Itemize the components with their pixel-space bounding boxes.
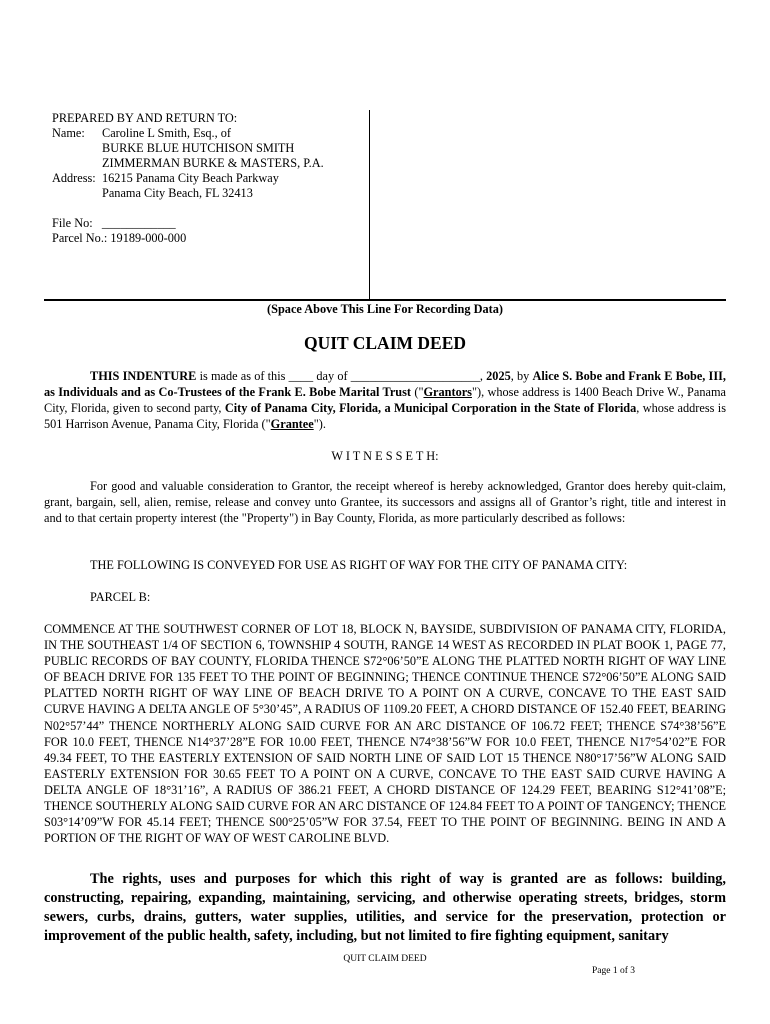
recording-line — [44, 299, 726, 301]
indenture-lead: THIS INDENTURE — [90, 369, 197, 383]
conveyed-statement: THE FOLLOWING IS CONVEYED FOR USE AS RIGHT OF WAY FOR THE CITY OF PANAMA CITY: — [90, 558, 628, 572]
address-line: Panama City Beach, FL 32413 — [102, 186, 253, 200]
footer-title: QUIT CLAIM DEED — [343, 954, 427, 964]
indenture-text: (" — [411, 385, 424, 400]
address-line: 16215 Panama City Beach Parkway — [102, 171, 279, 185]
prepared-heading: PREPARED BY AND RETURN TO: — [52, 111, 238, 125]
indenture-text: "), whose address is 1400 Beach Drive W., Panama City, Florida, given to second party, — [44, 385, 726, 416]
grantee-label: Grantee — [270, 417, 314, 432]
file-number: File No: ____________ — [52, 216, 176, 230]
recording-space-note: (Space Above This Line For Recording Data) — [267, 302, 503, 316]
indenture-year: 2025 — [486, 369, 511, 383]
indenture-text: , by — [510, 369, 533, 383]
name-label: Name: — [52, 126, 85, 140]
indenture-text: "). — [313, 417, 326, 432]
recording-area-divider — [369, 110, 370, 300]
address-label: Address: — [52, 171, 96, 185]
name-line: Caroline L Smith, Esq., of — [102, 126, 231, 140]
parcel-label: PARCEL B: — [90, 590, 151, 604]
page-number: Page 1 of 3 — [591, 966, 635, 976]
witnesseth-heading: W I T N E S S E T H: — [331, 449, 439, 463]
indenture-paragraph — [44, 368, 726, 432]
prepared-by-block — [52, 111, 324, 246]
name-line: BURKE BLUE HUTCHISON SMITH — [102, 141, 295, 155]
consideration-paragraph: For good and valuable consideration to Grantor, the receipt whereof is hereby acknowledged, Grantor does hereby quit-claim, grant, bargain, sell, alien, remise, release and convey unto Grantee, its successors and assigns all of Grantor’s right, title and interest in and to that certain property interest (the "Property") in Bay County, Florida, as more particularly described as follows: — [44, 479, 726, 526]
name-line: ZIMMERMAN BURKE & MASTERS, P.A. — [102, 156, 324, 170]
indenture-text: is made as of this ____ day of _____________________, — [196, 369, 487, 383]
document-title: QUIT CLAIM DEED — [303, 333, 467, 353]
indenture-text: , whose address is 501 Harrison Avenue, Panama City, Florida (" — [44, 401, 726, 432]
rights-paragraph: The rights, uses and purposes for which this right of way is granted are as follows: building, constructing, repairing, expanding, maintaining, servicing, and otherwise operating streets, bridges, storm sewers, curbs, drains, gutters, water supplies, utilities, and service for the preservation, protection or improvement of the public health, safety, including, but not limited to fire fighting equipment, sanitary — [44, 871, 726, 944]
grantors-label: Grantors — [423, 385, 472, 400]
grantors-names: Alice S. Bobe and Frank E Bobe, III, as Individuals and as Co-Trustees of the Frank E. Bobe Marital Trust — [44, 369, 726, 400]
parcel-number: Parcel No.: 19189-000-000 — [52, 231, 187, 245]
legal-description: COMMENCE AT THE SOUTHWEST CORNER OF LOT 18, BLOCK N, BAYSIDE, SUBDIVISION OF PANAMA CITY, FLORIDA, IN THE SOUTHEAST 1/4 OF SECTION 6, TOWNSHIP 4 SOUTH, RANGE 14 WEST AS RECORDED IN PLAT BOOK 1, PAGE 77, PUBLIC RECORDS OF BAY COUNTY, FLORIDA THENCE S72°06’50”E ALONG THE PLATTED NORTH RIGHT OF WAY LINE OF BEACH DRIVE FOR 135 FEET TO THE POINT OF BEGINNING; THENCE CONTINUE THENCE S72°06’50”E ALONG SAID PLATTED NORTH RIGHT OF WAY LINE OF BEACH DRIVE TO A POINT ON A CURVE, CONCAVE TO THE EAST SAID CURVE HAVING A DELTA ANGLE OF 5°30’45”, A RADIUS OF 1109.20 FEET, A CHORD DISTANCE OF 152.40 FEET, BEARING N02°57’44” THENCE NORTHERLY ALONG SAID CURVE FOR AN ARC DISTANCE OF 106.72 FEET; THENCE S74°38’56”E FOR 10.0 FEET, THENCE N14°37’28”E FOR 10.00 FEET, THENCE N74°38’56”W FOR 10.0 FEET, THENCE N17°54’02”E FOR 49.34 FEET, TO THE EASTERLY EXTENSION OF SAID NORTH LINE OF SAID LOT 15 THENCE N80°17’56”W ALONG SAID EASTERLY EXTENSION FOR 30.65 FEET TO A POINT ON A CURVE, CONCAVE TO THE EAST SAID CURVE HAVING A DELTA ANGLE OF 18°31’16”, A RADIUS OF 386.21 FEET, A CHORD DISTANCE OF 124.29 FEET, BEARING S12°41’08”E; THENCE SOUTHERLY ALONG SAID CURVE FOR AN ARC DISTANCE OF 124.84 FEET TO A POINT OF TANGENCY; THENCE S03°14’09”W FOR 45.14 FEET; THENCE S00°25’05”W FOR 37.54, FEET TO THE POINT OF BEGINNING. BEING IN AND A PORTION OF THE RIGHT OF WAY OF WEST CAROLINE BLVD. — [44, 622, 726, 846]
grantee-name: City of Panama City, Florida, a Municipal Corporation in the State of Florida — [224, 401, 637, 416]
